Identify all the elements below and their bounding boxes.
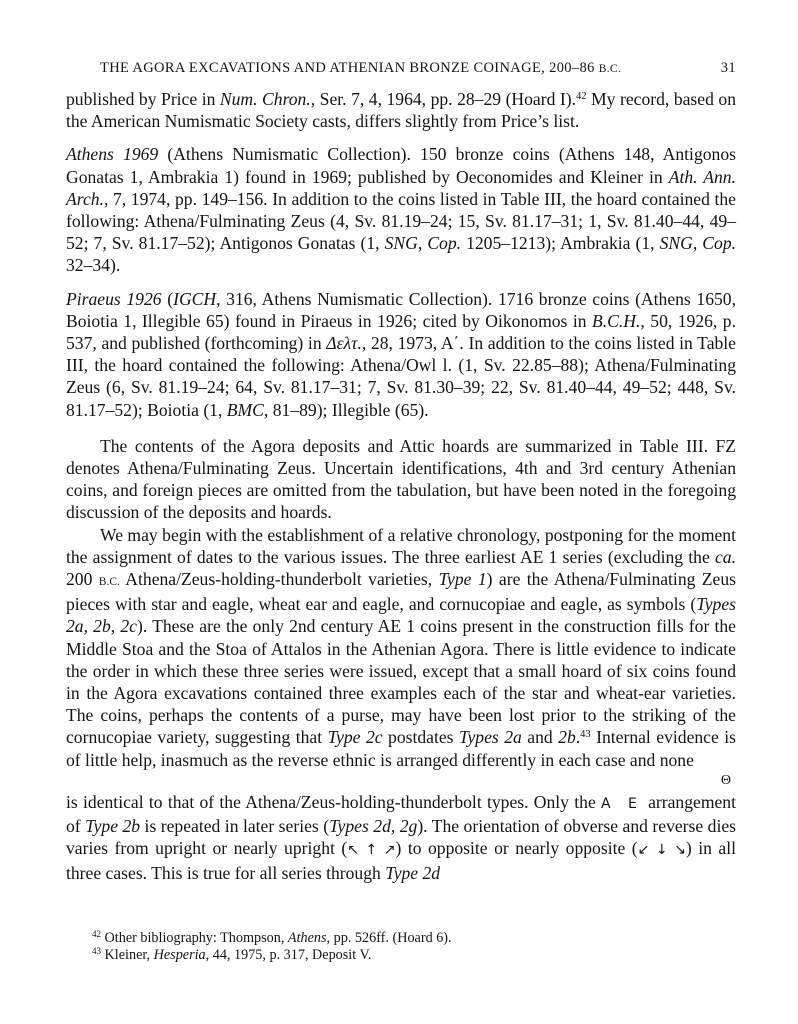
die-axis-upright-icon: ↖ ↑ ↗: [347, 842, 396, 859]
die-axis-opposite-icon: ↙ ↓ ↘: [637, 842, 686, 859]
ethnic-arrangement: Α Ε: [601, 795, 643, 812]
paragraph-price-hoard: published by Price in Num. Chron., Ser. 7, 4, 1964, pp. 28–29 (Hoard I).$^{42}$ My record, based on the American Numismatic Society casts, differs slightly from Price’s list.: [66, 89, 736, 132]
paragraph-summary: The contents of the Agora deposits and Attic hoards are summarized in Table III. FZ denotes Athena/Fulminating Zeus. Uncertain identifications, 4th and 3rd century Athenian coins, and foreign pieces are omitted from the tabulation, but have been noted in the foregoing discussion of the deposits and hoards.: [66, 435, 736, 523]
paragraph-piraeus-1926: Piraeus 1926 (IGCH, 316, Athens Numismatic Collection). 1716 bronze coins (Athens 1650, Boiotia 1, Illegible 65) found in Piraeus in 1926; cited by Oikonomos in B.C.H., 50, 1926, p. 537, and published (forthcoming) in Δελτ., 28, 1973, Α΄. In addition to the coins listed in Table III, the hoard contained the following: Athena/Owl l. (1, Sv. 22.85–88); Athena/Fulminating Zeus (6, Sv. 81.19–24; 64, Sv. 81.17–31; 7, Sv. 81.30–39; 22, Sv. 81.40–44, 49–52; 448, Sv. 81.17–52); Boiotia (1, BMC, 81–89); Illegible (65).: [66, 288, 737, 420]
paragraph-chronology: We may begin with the establishment of a relative chronology, postponing for the moment the assignment of dates to the various issues. The three earliest AE 1 series (excluding the ca. 200 B.C. Athena/Zeus-holding-thunderbolt varieties, Type 1) are the Athena/Fulminating Zeus pieces with star and eagle, wheat ear and eagle, and cornucopiae and eagle, as symbols (Types 2a, 2b, 2c). These are the only 2nd century AE 1 coins present in the construction fills for the Middle Stoa and the Stoa of Attalos in the Athenian Agora. There is little evidence to indicate the order in which these three series were issued, except that a small hoard of six coins found in the Agora excavations contained three examples each of the star and wheat-ear varieties. The coins, perhaps the contents of a purse, may have been lost prior to the striking of the cornucopiae variety, suggesting that Type 2c postdates Types 2a and 2b.$^{43}$ Internal evidence is of little help, inasmuch as the reverse ethnic is arranged differently in each case and none: [66, 524, 737, 770]
footnote-ref-43[interactable]: 43: [580, 729, 591, 741]
paragraph-athens-1969: Athens 1969 (Athens Numismatic Collection). 150 bronze coins (Athens 148, Antigonos Gonatas 1, Ambrakia 1) found in 1969; published by Oeconomides and Kleiner in Ath. Ann. Arch., 7, 1974, pp. 149–156. In addition to the coins listed in Table III, the hoard contained the following: Athena/Fulminating Zeus (4, Sv. 81.19–24; 15, Sv. 81.17–31; 1, Sv. 81.40–44, 49–52; 7, Sv. 81.17–52); Antigonos Gonatas (1, SNG, Cop. 1205–1213); Ambrakia (1, SNG, Cop. 32–34).: [66, 144, 737, 276]
footnote-43: $^{43}$ Kleiner, Hesperia, 44, 1975, p. 317, Deposit V.: [92, 946, 372, 964]
body-text: [66, 88, 736, 884]
hoard-name: Athens 1969: [66, 144, 159, 165]
hoard-name: Piraeus 1926: [66, 288, 162, 309]
bc-abbrev: B.C.: [598, 63, 622, 75]
bc-abbrev: B.C.: [98, 576, 120, 589]
page-number: 31: [720, 60, 736, 76]
footnote-ref-42[interactable]: 42: [576, 91, 587, 102]
ethnic-theta: Θ: [720, 772, 731, 788]
running-head: [100, 60, 740, 82]
footnote-42: $^{42}$ Other bibliography: Thompson, Athens, pp. 526ff. (Hoard 6).: [92, 929, 452, 946]
running-title: THE AGORA EXCAVATIONS AND ATHENIAN BRONZE COINAGE, 200–86 B.C.: [100, 60, 622, 76]
paragraph-chronology-continued: is identical to that of the Athena/Zeus-holding-thunderbolt types. Only the Α Ε arrangement of Type 2b is repeated in later series (Types 2d, 2g). The orientation of obverse and reverse dies varies from upright or nearly upright (↖ ↑ ↗) to opposite or nearly opposite (↙ ↓ ↘) in all three cases. This is true for all series through Type 2d: [66, 791, 737, 883]
footnotes: [92, 930, 732, 965]
